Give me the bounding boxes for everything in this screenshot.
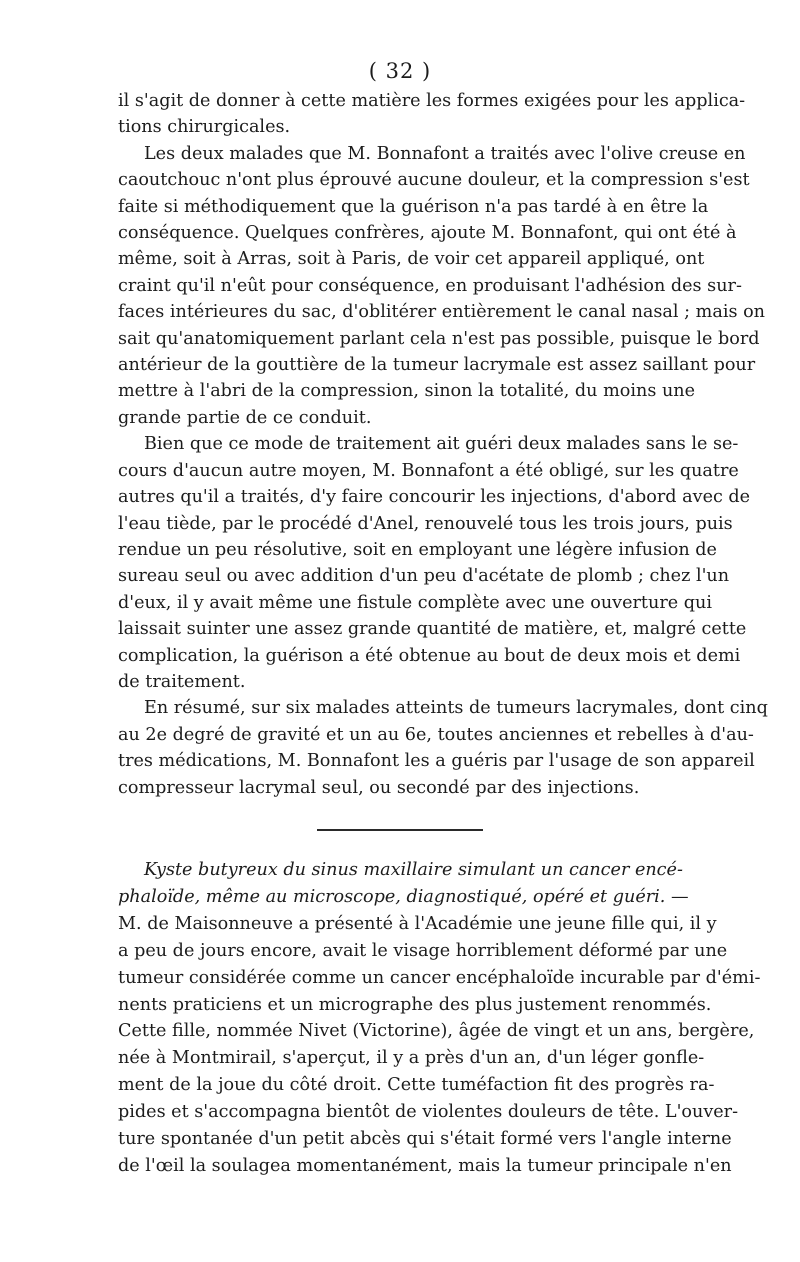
text-line: l'eau tiède, par le procédé d'Anel, renouvelé tous les trois jours, puis [118, 513, 733, 534]
text-line: cours d'aucun autre moyen, M. Bonnafont a été obligé, sur les quatre [118, 460, 739, 481]
paragraph-2 [118, 141, 766, 431]
text-line: laissait suinter une assez grande quantité de matière, et, malgré cette [118, 619, 747, 640]
text-line: craint qu'il n'eût pour conséquence, en produisant l'adhésion des sur- [118, 275, 742, 296]
text-line: Cette fille, nommée Nivet (Victorine), âgée de vingt et un ans, bergère, [118, 1021, 755, 1042]
article-title-line [118, 884, 689, 911]
text-line: rendue un peu résolutive, soit en employant une légère infusion de [118, 539, 717, 560]
text-line: mettre à l'abri de la compression, sinon la totalité, du moins une [118, 381, 696, 402]
text-line: de l'œil la soulagea momentanément, mais la tumeur principale n'en [118, 1155, 732, 1176]
text-line: tumeur considérée comme un cancer encéphaloïde incurable par d'émi- [118, 967, 761, 988]
text-line: sait qu'anatomiquement parlant cela n'est pas possible, puisque le bord [118, 328, 760, 349]
article-title-line: Kyste butyreux du sinus maxillaire simulant un cancer encé- [144, 859, 683, 880]
text-line: sureau seul ou avec addition d'un peu d'acétate de plomb ; chez l'un [118, 566, 730, 587]
text-line: Les deux malades que M. Bonnafont a traités avec l'olive creuse en [144, 143, 746, 164]
text-line: pides et s'accompagna bientôt de violentes douleurs de tête. L'ouver- [118, 1102, 739, 1123]
article-paragraph [118, 857, 761, 1180]
paragraph-3 [118, 431, 751, 695]
text-line: de traitement. [118, 671, 246, 692]
text-line: En résumé, sur six malades atteints de tumeurs lacrymales, dont cinq [144, 698, 768, 719]
section-divider [317, 829, 483, 831]
text-line: d'eux, il y avait même une fistule complète avec une ouverture qui [118, 592, 712, 613]
text-line: au 2e degré de gravité et un au 6e, toutes anciennes et rebelles à d'au- [118, 724, 754, 745]
text-line: compresseur lacrymal seul, ou secondé par des injections. [118, 777, 640, 798]
text-line: conséquence. Quelques confrères, ajoute M. Bonnafont, qui ont été à [118, 223, 737, 244]
text-line: Bien que ce mode de traitement ait guéri deux malades sans le se- [144, 434, 739, 455]
text-line: caoutchouc n'ont plus éprouvé aucune douleur, et la compression s'est [118, 170, 750, 191]
paragraph-4 [118, 695, 768, 801]
text-line: ture spontanée d'un petit abcès qui s'était formé vers l'angle interne [118, 1129, 732, 1150]
title-dash: — [665, 886, 689, 907]
text-line: ment de la joue du côté droit. Cette tuméfaction fit des progrès ra- [118, 1075, 715, 1096]
text-line: faces intérieures du sac, d'oblitérer entièrement le canal nasal ; mais on [118, 302, 766, 323]
text-line: tres médications, M. Bonnafont les a guéris par l'usage de son appareil [118, 751, 755, 772]
section-article [118, 857, 761, 1180]
text-line: même, soit à Arras, soit à Paris, de voir cet appareil appliqué, ont [118, 249, 705, 270]
text-line: autres qu'il a traités, d'y faire concourir les injections, d'abord avec de [118, 487, 751, 508]
text-line: grande partie de ce conduit. [118, 407, 372, 428]
paragraph-1 [118, 88, 746, 141]
text-line: faite si méthodiquement que la guérison n'a pas tardé à en être la [118, 196, 709, 217]
text-line: a peu de jours encore, avait le visage horriblement déformé par une [118, 940, 728, 961]
text-line: née à Montmirail, s'aperçut, il y a près d'un an, d'un léger gonfle- [118, 1048, 705, 1069]
page-number: ( 32 ) [368, 59, 432, 83]
text-line: M. de Maisonneuve a présenté à l'Académie une jeune fille qui, il y [118, 913, 717, 934]
text-line: il s'agit de donner à cette matière les formes exigées pour les applica- [118, 91, 746, 111]
text-line: antérieur de la gouttière de la tumeur lacrymale est assez saillant pour [118, 355, 756, 376]
text-line: tions chirurgicales. [118, 117, 291, 138]
article-title-text: phaloïde, même au microscope, diagnostiqué, opéré et guéri. [118, 886, 666, 907]
document-page [118, 58, 768, 1180]
text-line: nents praticiens et un micrographe des plus justement renommés. [118, 994, 712, 1015]
text-line: complication, la guérison a été obtenue au bout de deux mois et demi [118, 645, 741, 666]
